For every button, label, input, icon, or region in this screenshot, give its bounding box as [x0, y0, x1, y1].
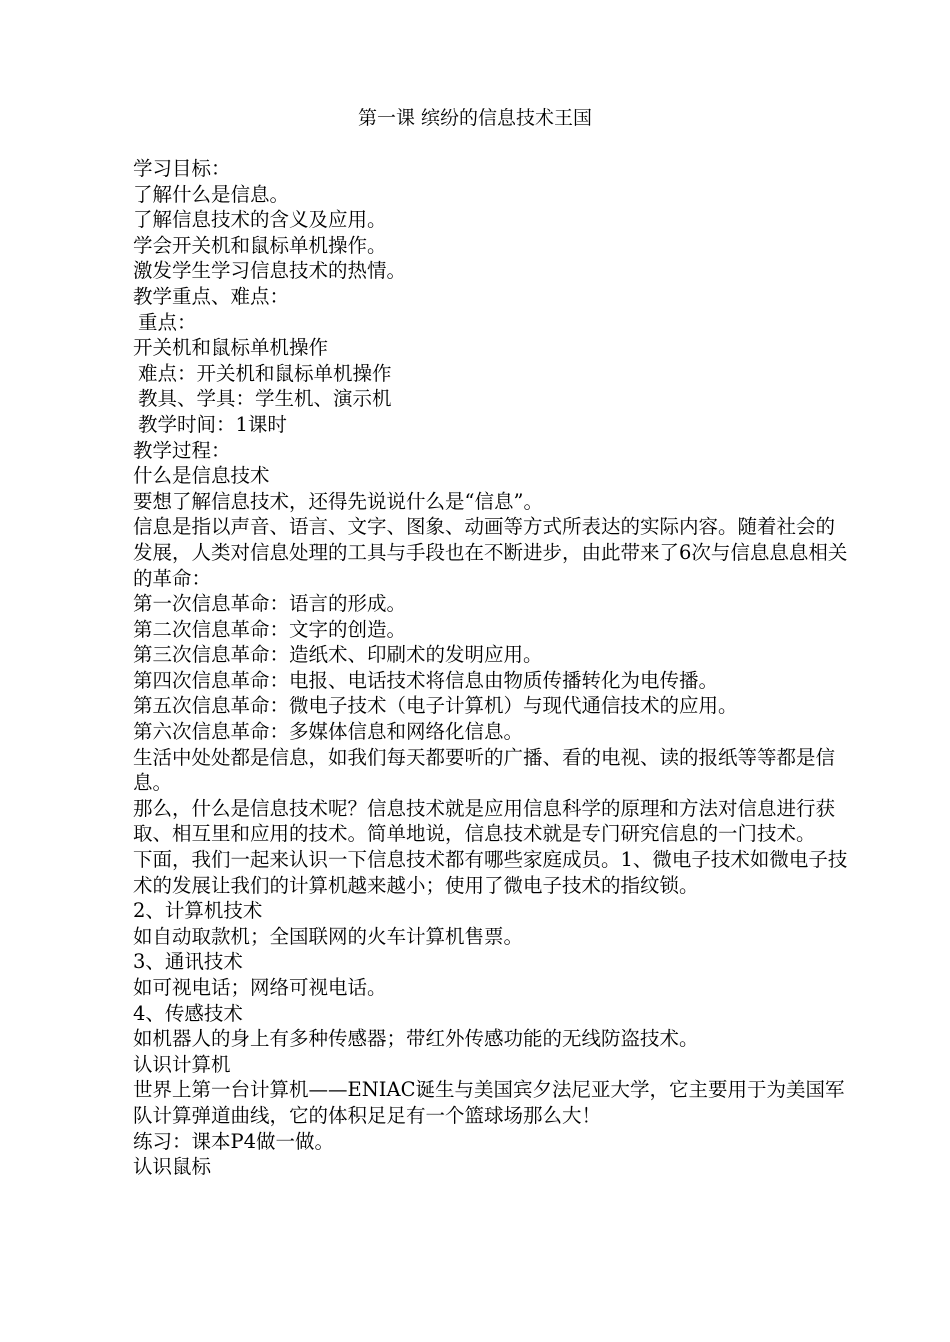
paragraph: 学会开关机和鼠标单机操作。	[133, 233, 387, 257]
paragraph: 教具、学具：学生机、演示机	[138, 387, 392, 411]
paragraph: 激发学生学习信息技术的热情。	[133, 259, 407, 283]
paragraph: 开关机和鼠标单机操作	[133, 336, 329, 360]
paragraph: 重点：	[138, 310, 197, 334]
paragraph: 认识鼠标	[133, 1155, 212, 1179]
paragraph: 3、通讯技术	[133, 950, 243, 974]
paragraph: 第一次信息革命：语言的形成。	[133, 592, 407, 616]
paragraph: 教学过程：	[133, 438, 231, 462]
paragraph: 第二次信息革命：文字的创造。	[133, 617, 407, 641]
paragraph: 认识计算机	[133, 1052, 231, 1076]
paragraph: 2、计算机技术	[133, 899, 263, 923]
paragraph: 下面，我们一起来认识一下信息技术都有哪些家庭成员。1、微电子技术如微电子技术的发展让我们的计算机越来越小；使用了微电子技术的指纹锁。	[133, 848, 848, 897]
paragraph: 生活中处处都是信息，如我们每天都要听的广播、看的电视、读的报纸等等都是信息。	[133, 745, 836, 795]
paragraph: 了解什么是信息。	[133, 182, 290, 206]
paragraph: 信息是指以声音、语言、文字、图象、动画等方式所表达的实际内容。随着社会的发展，人类对信息处理的工具与手段也在不断进步，由此带来了6次与信息息息相关的革命：	[133, 515, 848, 590]
paragraph: 教学时间：1课时	[138, 412, 287, 436]
paragraph: 要想了解信息技术，还得先说说什么是“信息”。	[133, 489, 543, 513]
lesson-title: 第一课 缤纷的信息技术王国	[357, 107, 593, 129]
paragraph: 学习目标：	[133, 157, 231, 180]
paragraph: 如可视电话；网络可视电话。	[133, 976, 387, 999]
paragraph: 世界上第一台计算机——ENIAC诞生与美国宾夕法尼亚大学，它主要用于为美国军队计算弹道曲线，它的体积足足有一个篮球场那么大！	[133, 1078, 845, 1127]
paragraph: 第五次信息革命：微电子技术（电子计算机）与现代通信技术的应用。	[133, 694, 738, 718]
document-body	[133, 156, 853, 1180]
paragraph: 难点：开关机和鼠标单机操作	[138, 361, 392, 385]
paragraph: 教学重点、难点：	[133, 284, 290, 308]
paragraph: 练习：课本P4做一做。	[133, 1129, 335, 1153]
paragraph: 了解信息技术的含义及应用。	[133, 208, 387, 232]
paragraph: 第六次信息革命：多媒体信息和网络化信息。	[133, 720, 524, 744]
paragraph: 如自动取款机；全国联网的火车计算机售票。	[133, 924, 524, 948]
paragraph: 那么，什么是信息技术呢？信息技术就是应用信息科学的原理和方法对信息进行获取、相互里和应用的技术。简单地说，信息技术就是专门研究信息的一门技术。	[133, 796, 836, 846]
paragraph: 4、传感技术	[133, 1001, 243, 1025]
paragraph: 第四次信息革命：电报、电话技术将信息由物质传播转化为电传播。	[133, 668, 719, 692]
paragraph: 第三次信息革命：造纸术、印刷术的发明应用。	[133, 643, 543, 667]
paragraph: 什么是信息技术	[133, 464, 270, 488]
paragraph: 如机器人的身上有多种传感器；带红外传感功能的无线防盗技术。	[133, 1027, 699, 1051]
